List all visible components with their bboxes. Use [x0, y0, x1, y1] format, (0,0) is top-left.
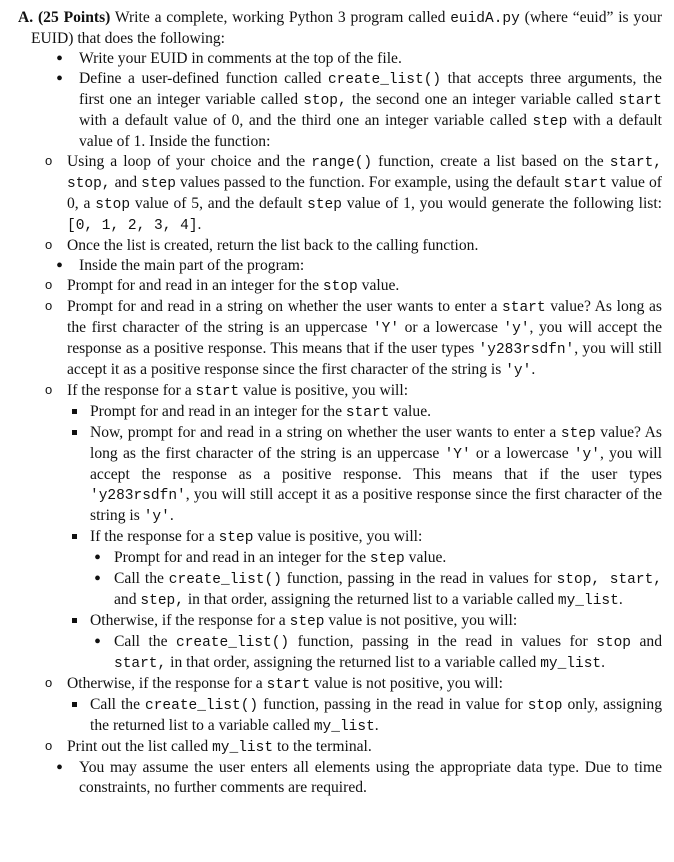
- step-call-two-args: • Call the create_list() function, passing in the read in values for stop and start, in that order, assigning the returned list to a variable called my_list.: [90, 632, 662, 674]
- step-read-step: • Prompt for and read in an integer for the step value.: [90, 548, 662, 569]
- question-points: (25 Points): [37, 9, 111, 26]
- start-not-positive-steps: [67, 695, 662, 737]
- question-letter: A.: [18, 9, 34, 26]
- bullet-euid: • Write your EUID in comments at the top of the file.: [18, 49, 662, 69]
- start-positive-steps: [67, 402, 662, 674]
- bullet-define-function: • Define a user-defined function called create_list() that accepts three arguments, the first one an integer variable called stop, the second one an integer variable called start with a default value of 0, and the third one an integer variable called step with a default value of 1. Inside the function: o Using a loop of your choice and the range() function, create a list based on the start, stop, and step values passed to the function. For example, using the default start value of 0, a stop value of 5, and the default step value of 1, you would generate the following list: [0, 1, 2, 3, 4]. o Once the list is created, return the list back to the calling function.: [18, 69, 662, 256]
- filename: euidA.py: [450, 11, 520, 27]
- step-start-positive: o If the response for a start value is positive, you will: Prompt for and read in an integer for the start value. Now, prompt for and read in a string on whether the user wants to enter a step value? As long as the first character of the string is an uppercase 'Y' or a lowercase 'y', you will accept the response as a positive response. This means that if the user types 'y283rsdfn', you will still accept it as a positive response since the first character of the string is 'y'. If the response for a step value is positive, you will: • Prompt for and read in an integer for the step value. • Call the create_list() function, passing in the read in values for stop, start, and step, in that order, assigning the returned list to a variable called my_list. Otherwise, if the response for a step value is not positive, you will: • Call the create_list() function, passing in the read in values for stop and start, in that order, assigning the returned list to a variable called my_list.: [42, 381, 662, 674]
- step-call-one-arg: Call the create_list() function, passing in the read in value for stop only, assigning the returned list to a variable called my_list.: [67, 695, 662, 737]
- question-heading: A. (25 Points) Write a complete, working Python 3 program called euidA.py (where “euid” is your EUID) that does the following:: [18, 9, 663, 47]
- requirements-list: [18, 49, 662, 798]
- step-print-list: o Print out the list called my_list to the terminal.: [42, 737, 662, 758]
- function-steps: [42, 152, 662, 256]
- bullet-main-program: • Inside the main part of the program: o Prompt for and read in an integer for the stop value. o Prompt for and read in a string on whether the user wants to enter a start value? As long as the first character of the string is an uppercase 'Y' or a lowercase 'y', you will accept the response as a positive response. This means that if the user types 'y283rsdfn', you will still accept it as a positive response since the first character of the string is 'y'. o If the response for a start value is positive, you will: Prompt for and read in an integer for the start value. Now, prompt for and read in a string on whether the user wants to enter a step value? As long as the first character of the string is an uppercase 'Y' or a lowercase 'y', you will accept the response as a positive response. This means that if the user types 'y283rsdfn', you will still accept it as a positive response since the first character of the string is 'y'. If the response for a step value is positive, you will: • Prompt for and read in an integer for the step value. • Call the create_list() function, passing in the read in values for stop, start, and step, in that order, assigning the returned list to a variable called my_list. Otherwise, if the response for a step value is not positive, you will: • Call the create_list() function, passing in the read in values for stop and start, in that order, assigning the returned list to a variable called my_list. o Otherwise, if the response for a start value is not positive, you will: Call the create_list() function, passing in the read in value for stop only, assigning the returned list to a variable called my_list. o Print out the list called my_list to the terminal.: [18, 256, 662, 758]
- step-step-not-positive: Otherwise, if the response for a step value is not positive, you will: • Call the create_list() function, passing in the read in values for stop and start, in that order, assigning the returned list to a variable called my_list.: [67, 611, 662, 674]
- step-read-stop: o Prompt for and read in an integer for the stop value.: [42, 276, 662, 297]
- step-prompt-start: o Prompt for and read in a string on whether the user wants to enter a start value? As long as the first character of the string is an uppercase 'Y' or a lowercase 'y', you will accept the response as a positive response. This means that if the user types 'y283rsdfn', you will still accept it as a positive response since the first character of the string is 'y'.: [42, 297, 662, 381]
- main-steps: [42, 276, 662, 758]
- step-call-three-args: • Call the create_list() function, passing in the read in values for stop, start, and step, in that order, assigning the returned list to a variable called my_list.: [90, 569, 662, 611]
- step-return: o Once the list is created, return the list back to the calling function.: [42, 236, 662, 256]
- step-step-positive: If the response for a step value is positive, you will: • Prompt for and read in an integer for the step value. • Call the create_list() function, passing in the read in values for stop, start, and step, in that order, assigning the returned list to a variable called my_list.: [67, 527, 662, 611]
- step-prompt-step: Now, prompt for and read in a string on whether the user wants to enter a step value? As long as the first character of the string is an uppercase 'Y' or a lowercase 'y', you will accept the response as a positive response. This means that if the user types 'y283rsdfn', you will still accept it as a positive response since the first character of the string is 'y'.: [67, 423, 662, 527]
- step-loop: o Using a loop of your choice and the range() function, create a list based on the start, stop, and step values passed to the function. For example, using the default start value of 0, a stop value of 5, and the default step value of 1, you would generate the following list: [0, 1, 2, 3, 4].: [42, 152, 662, 236]
- step-read-start: Prompt for and read in an integer for the start value.: [67, 402, 662, 423]
- step-positive-steps: [90, 548, 662, 611]
- step-not-positive-steps: [90, 632, 662, 674]
- bullet-assumptions: • You may assume the user enters all elements using the appropriate data type. Due to time constraints, no further comments are required.: [18, 758, 662, 798]
- step-start-not-positive: o Otherwise, if the response for a start value is not positive, you will: Call the create_list() function, passing in the read in value for stop only, assigning the returned list to a variable called my_list.: [42, 674, 662, 737]
